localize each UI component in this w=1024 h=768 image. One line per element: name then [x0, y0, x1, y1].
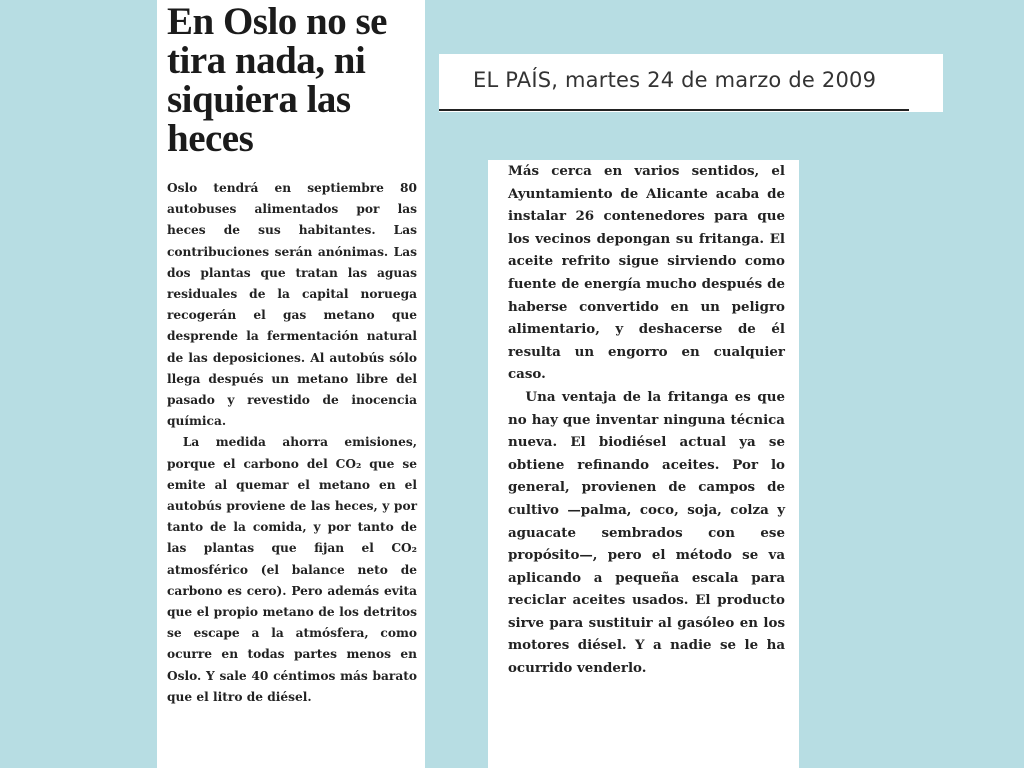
masthead-rule	[439, 109, 909, 111]
left-paragraph-2: La medida ahorra emisiones, porque el carbono del CO₂ que se emite al quemar el metano en el autobús proviene de las heces, y por tanto de la comida, y por tanto de las plantas que fijan el CO₂ atmosférico (el balance neto de carbono es cero). Pero además evita que el propio metano de los detritos se escape a la atmósfera, como ocurre en todas partes menos en Oslo. Y sale 40 céntimos más barato que el litro de diésel.	[167, 435, 417, 704]
right-article-body	[508, 160, 785, 680]
right-paragraph-1: Más cerca en varios sentidos, el Ayuntamiento de Alicante acaba de instalar 26 contenedores para que los vecinos depongan su fritanga. El aceite refrito sigue sirviendo como fuente de energía mucho después de haberse convertido en un peligro alimentario, y deshacerse de él resulta un engorro en cualquier caso.	[508, 163, 785, 383]
right-news-clipping	[488, 160, 799, 768]
left-article-body	[167, 178, 417, 708]
masthead-date-line: EL PAÍS, martes 24 de marzo de 2009	[473, 68, 877, 92]
article-headline: En Oslo no se tira nada, ni siquiera las heces	[167, 0, 387, 160]
newspaper-masthead	[439, 54, 943, 112]
right-paragraph-2: Una ventaja de la fritanga es que no hay que inventar ninguna técnica nueva. El biodiésel actual ya se obtiene refinando aceites. Por lo general, provienen de campos de cultivo —palma, coco, soja, colza y aguacate sembrados con ese propósito—, pero el método se va aplicando a pequeña escala para reciclar aceites usados. El producto sirve para sustituir al gasóleo en los motores diésel. Y a nadie se le ha ocurrido venderlo.	[508, 388, 785, 677]
left-paragraph-1: Oslo tendrá en septiembre 80 autobuses alimentados por las heces de sus habitantes. Las contribuciones serán anónimas. Las dos plantas que tratan las aguas residuales de la capital noruega recogerán el gas metano que desprende la fermentación natural de las deposiciones. Al autobús sólo llega después un metano libre del pasado y revestido de inocencia química.	[167, 181, 417, 429]
left-news-clipping	[157, 0, 425, 768]
